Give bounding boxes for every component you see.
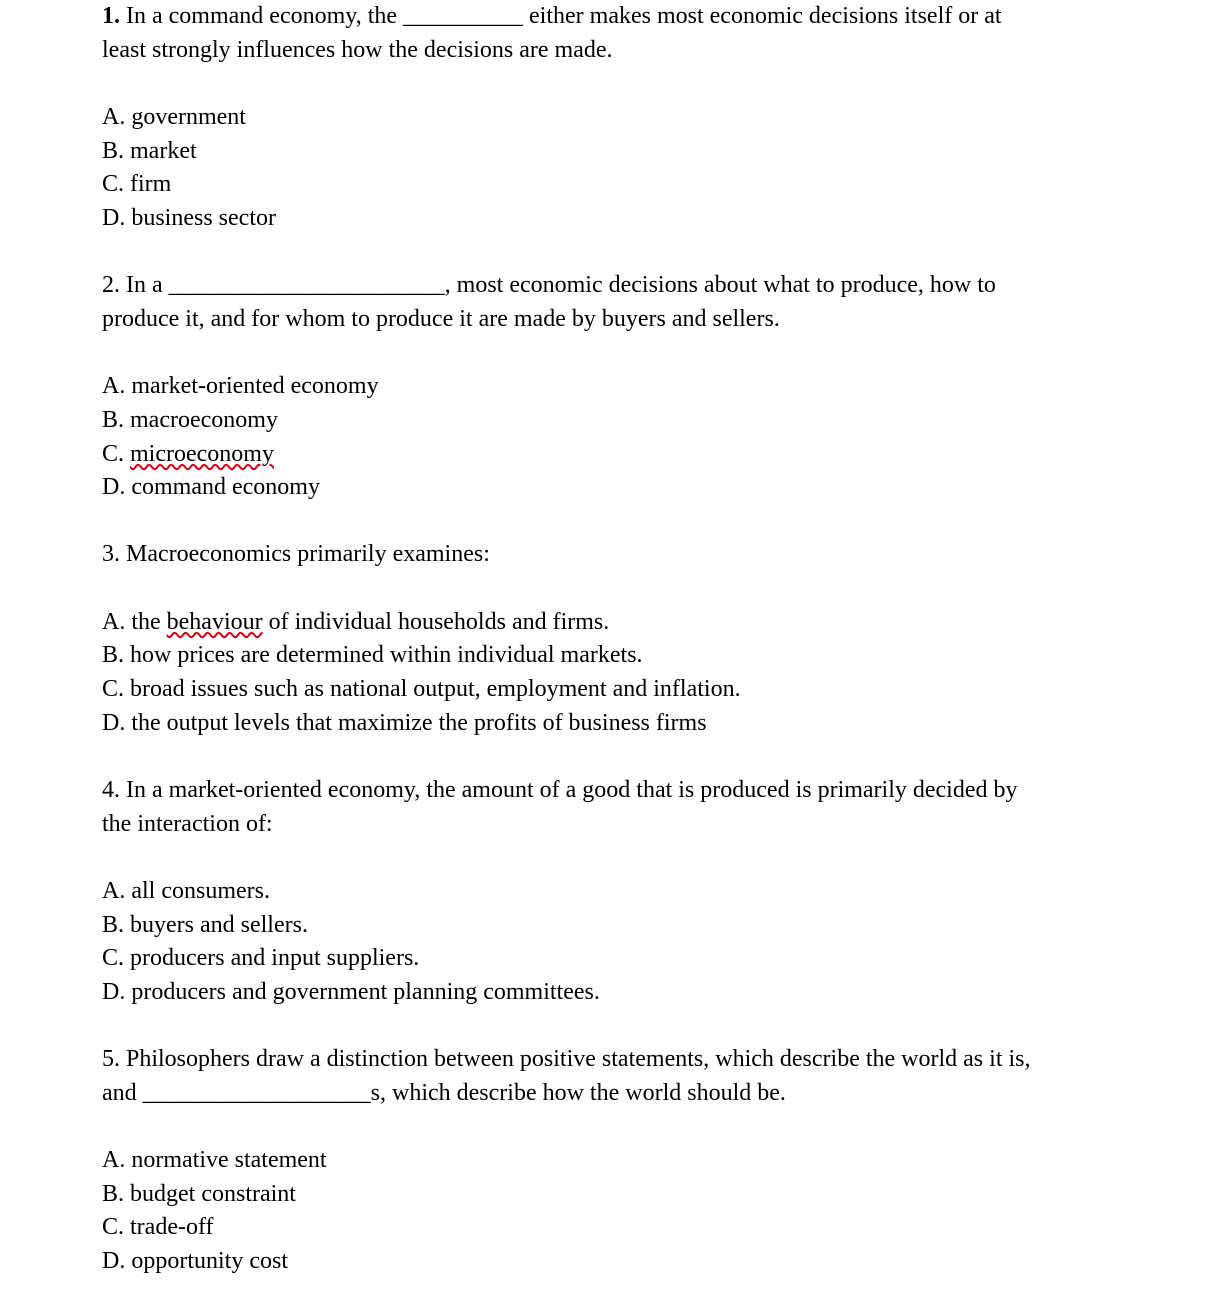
question-3-line-1: 3. Macroeconomics primarily examines: — [102, 541, 490, 568]
question-1-line-2: least strongly influences how the decisions are made. — [102, 36, 613, 63]
option-d: D. opportunity cost — [102, 1248, 288, 1275]
spellcheck-word[interactable]: microeconomy — [130, 440, 274, 467]
question-number: 4. — [102, 776, 120, 803]
question-4-line-1: 4. In a market-oriented economy, the amount of a good that is produced is primarily decided by — [102, 776, 1018, 803]
question-4-options — [102, 875, 1218, 1010]
question-number: 3. — [102, 541, 120, 568]
question-number: 1. — [102, 3, 120, 29]
option-c: C. microeconomy — [102, 440, 274, 467]
option-d: D. command economy — [102, 474, 320, 501]
question-5-line-2: and ___________________s, which describe how the world should be. — [102, 1079, 786, 1106]
question-3 — [102, 538, 1218, 572]
spellcheck-word[interactable]: behaviour — [166, 608, 263, 635]
question-4 — [102, 774, 1218, 841]
question-4-line-2: the interaction of: — [102, 810, 273, 837]
option-c: C. trade-off — [102, 1214, 214, 1241]
option-b: B. macroeconomy — [102, 406, 278, 433]
option-c: C. firm — [102, 171, 172, 198]
option-a: A. market-oriented economy — [102, 373, 379, 400]
option-b: B. market — [102, 137, 197, 164]
option-b: B. buyers and sellers. — [102, 911, 308, 938]
option-d: D. producers and government planning committees. — [102, 978, 600, 1005]
option-b: B. how prices are determined within individual markets. — [102, 642, 643, 669]
question-1 — [102, 0, 1218, 67]
question-5 — [102, 1043, 1218, 1110]
option-a: A. the behaviour of individual households and firms. — [102, 608, 610, 635]
question-2-line-1: 2. In a _______________________, most economic decisions about what to produce, how to — [102, 272, 996, 299]
question-2 — [102, 269, 1218, 336]
question-1-line-1: 1. In a command economy, the __________ either makes most economic decisions itself or at — [102, 3, 1002, 29]
question-1-options — [102, 101, 1218, 236]
question-5-options — [102, 1144, 1218, 1279]
question-number: 5. — [102, 1046, 120, 1073]
option-a: A. all consumers. — [102, 877, 270, 904]
question-5-line-1: 5. Philosophers draw a distinction between positive statements, which describe the world as it is, — [102, 1046, 1031, 1073]
option-b: B. budget constraint — [102, 1180, 296, 1207]
option-c: C. broad issues such as national output, employment and inflation. — [102, 676, 741, 703]
option-a: A. government — [102, 103, 246, 130]
question-3-options — [102, 606, 1218, 741]
question-2-options — [102, 370, 1218, 505]
option-d: D. business sector — [102, 205, 276, 232]
question-number: 2. — [102, 272, 120, 299]
question-2-line-2: produce it, and for whom to produce it are made by buyers and sellers. — [102, 305, 780, 332]
option-d: D. the output levels that maximize the profits of business firms — [102, 709, 707, 736]
option-a: A. normative statement — [102, 1147, 327, 1174]
option-c: C. producers and input suppliers. — [102, 945, 420, 972]
